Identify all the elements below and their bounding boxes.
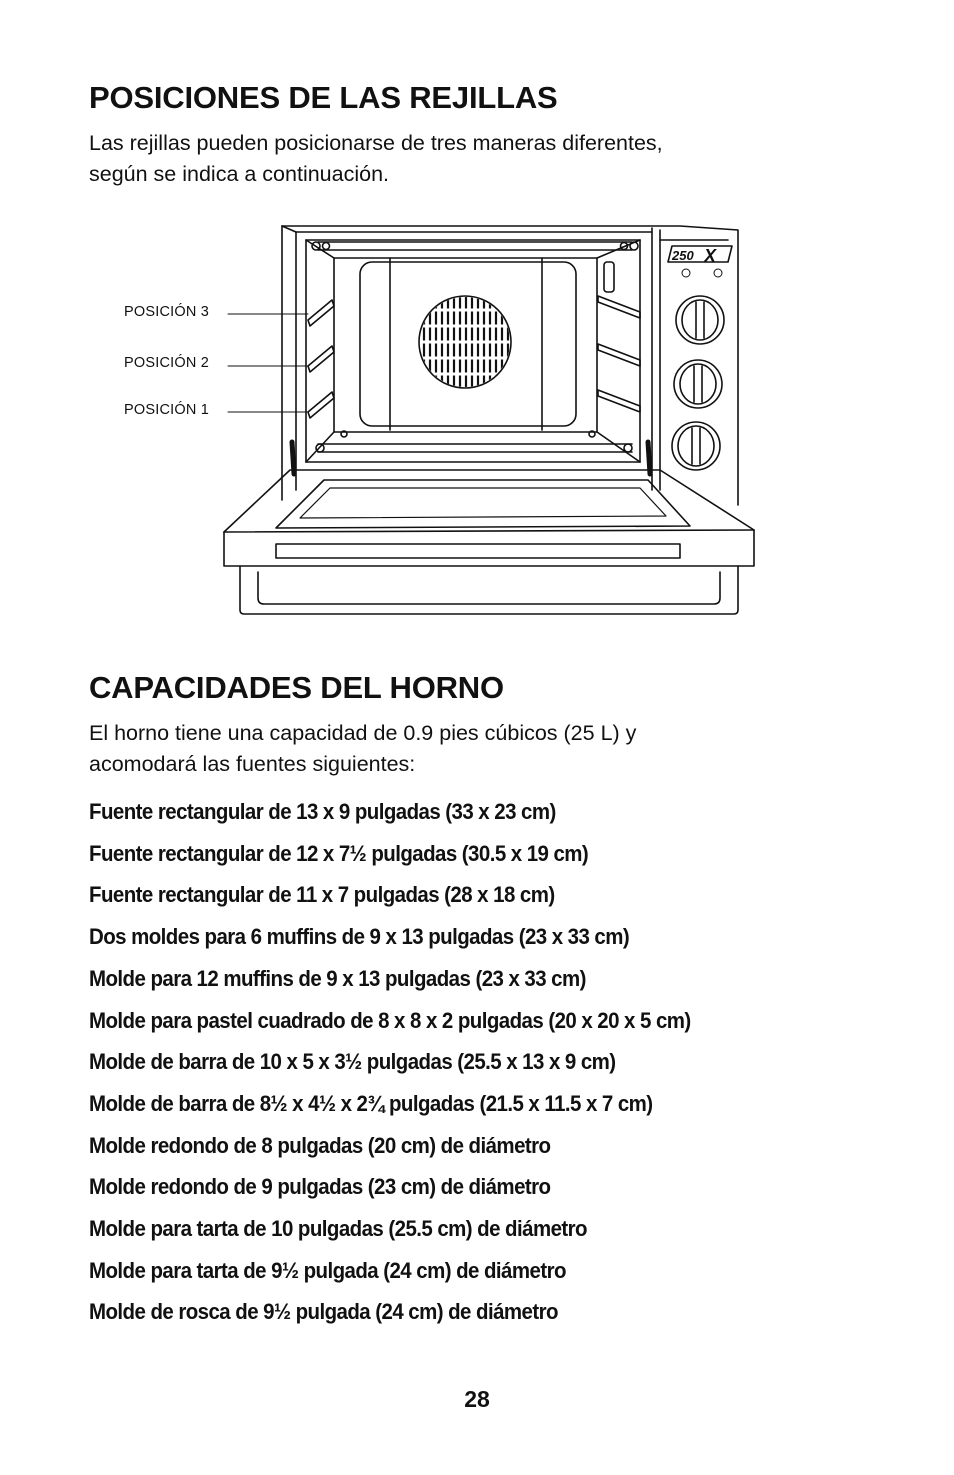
oven-capacity-intro [89, 718, 849, 780]
list-item: Molde para pastel cuadrado de 8 x 8 x 2 pulgadas (20 x 20 x 5 cm) [89, 1007, 691, 1033]
bottom-heating-rod [316, 431, 632, 452]
list-item: Molde para tarta de 10 pulgadas (25.5 cm) de diámetro [89, 1216, 588, 1242]
intro-line: Las rejillas pueden posicionarse de tres maneras diferentes, [89, 131, 663, 155]
brand-logo-x: X [704, 246, 717, 266]
pan-capacity-list [89, 791, 736, 1333]
intro-line: según se indica a continuación. [89, 162, 390, 186]
oven-base [240, 566, 738, 614]
list-item: Molde redondo de 8 pulgadas (20 cm) de diámetro [89, 1132, 551, 1158]
list-item: Molde redondo de 9 pulgadas (23 cm) de diámetro [89, 1174, 551, 1200]
list-item: Fuente rectangular de 11 x 7 pulgadas (28 x 18 cm) [89, 882, 555, 908]
list-item: Fuente rectangular de 12 x 7½ pulgadas (30.5 x 19 cm) [89, 840, 589, 866]
toaster-oven-illustration [110, 220, 770, 620]
page-number: 28 [464, 1386, 490, 1412]
list-item: Dos moldes para 6 muffins de 9 x 13 pulgadas (23 x 33 cm) [89, 924, 630, 950]
oven-body [282, 226, 738, 505]
list-item: Fuente rectangular de 13 x 9 pulgadas (33 x 23 cm) [89, 799, 556, 824]
list-item: Molde de rosca de 9½ pulgada (24 cm) de diámetro [89, 1299, 558, 1325]
intro-line: acomodará las fuentes siguientes: [89, 752, 416, 776]
brand-logo: 250 [672, 248, 694, 263]
section-title-rack-positions: POSICIONES DE LAS REJILLAS [89, 80, 558, 115]
rack-position-3-label: POSICIÓN 3 [124, 304, 209, 320]
left-rack-supports [308, 300, 334, 418]
list-item: Molde para 12 muffins de 9 x 13 pulgadas (23 x 33 cm) [89, 965, 586, 991]
rack-position-1-label: POSICIÓN 1 [124, 402, 209, 418]
control-panel [668, 246, 732, 470]
oven-door [224, 470, 754, 566]
top-heating-rod [312, 242, 638, 250]
list-item: Molde para tarta de 9½ pulgada (24 cm) de diámetro [89, 1257, 566, 1283]
intro-line: El horno tiene una capacidad de 0.9 pies cúbicos (25 L) y [89, 721, 637, 745]
temperature-knob [676, 296, 724, 344]
section-title-oven-capacity: CAPACIDADES DEL HORNO [89, 670, 504, 705]
rack-positions-intro [89, 128, 849, 190]
fan-grille [418, 296, 512, 388]
list-item: Molde de barra de 8½ x 4½ x 2¾ pulgadas (21.5 x 11.5 x 7 cm) [89, 1090, 653, 1116]
timer-knob [672, 422, 720, 470]
rack-position-2-label: POSICIÓN 2 [124, 355, 209, 371]
right-rack-supports [598, 296, 640, 412]
list-item: Molde de barra de 10 x 5 x 3½ pulgadas (25.5 x 13 x 9 cm) [89, 1049, 616, 1075]
function-knob [674, 360, 722, 408]
